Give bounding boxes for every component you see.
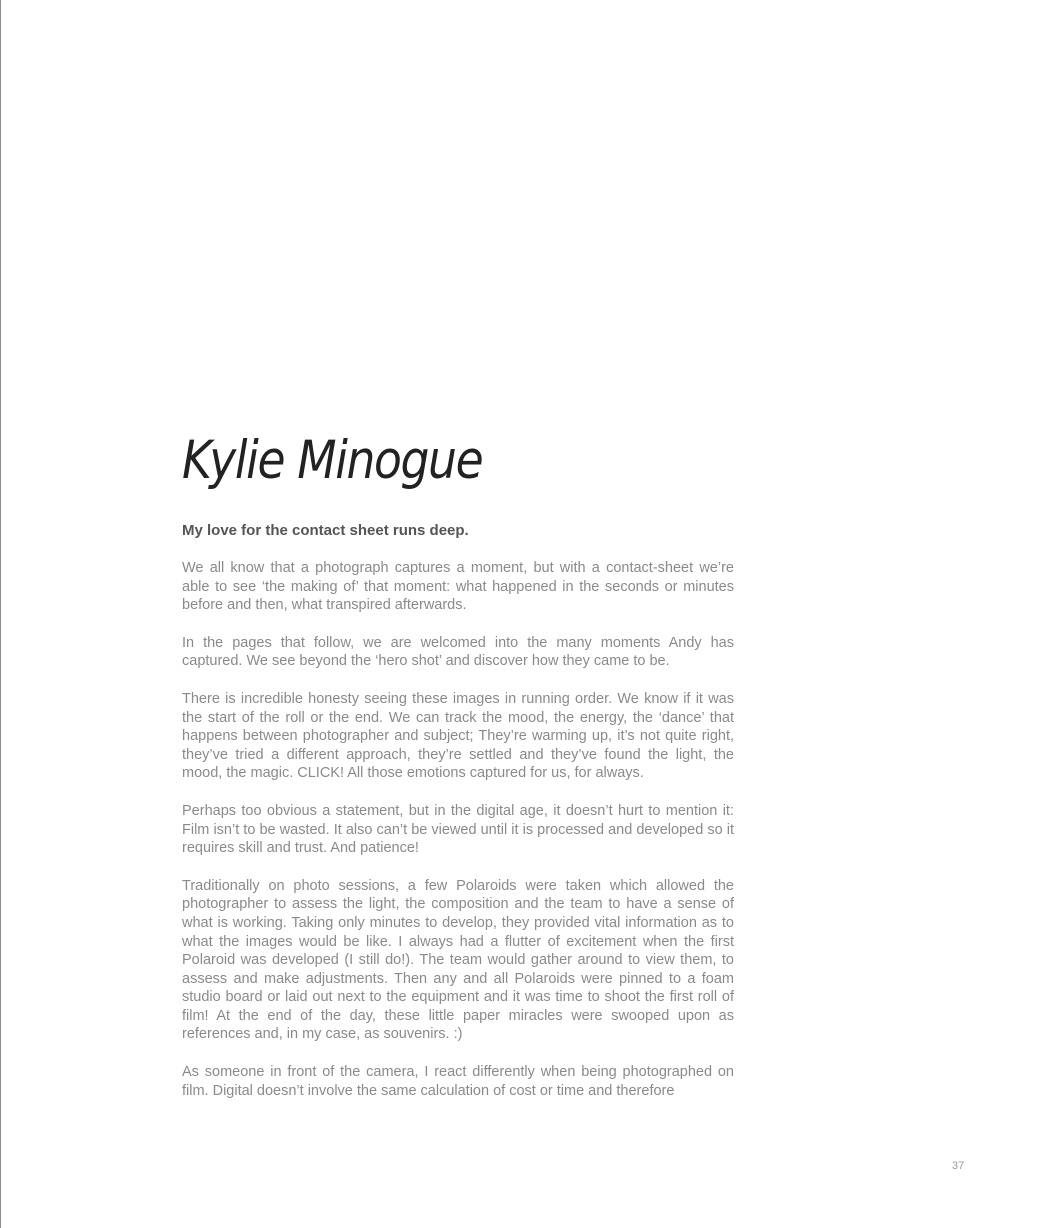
paragraph-6: As someone in front of the camera, I react differently when being photographed on film. Digital doesn’t involve the same calculation of cost or time and therefore: [182, 1064, 734, 1099]
paragraph-5: Traditionally on photo sessions, a few Polaroids were taken which allowed the photographer to assess the light, the composition and the team to have a sense of what is working. Taking only minutes to develop, they provided vital information as to what the images would be like. I always had a flutter of excitement when the first Polaroid was developed (I still do!). The team would gather around to view them, to assess and make adjustments. Then any and all Polaroids were pinned to a foam studio board or laid out next to the equipment and it was time to shoot the first roll of film! At the end of the day, these little paper miracles were swooped upon as references and, in my case, as souvenirs. :): [182, 877, 734, 1043]
paragraph-3: There is incredible honesty seeing these images in running order. We know if it was the start of the roll or the end. We can track the mood, the energy, the ‘dance’ that happens between photographer and subject; They’re warming up, it’s not quite right, they’ve tried a different approach, they’re settled and they’ve found the light, the mood, the magic. CLICK! All those emotions captured for us, for always.: [182, 690, 734, 782]
article-body: [182, 428, 734, 1100]
page-left-edge: [0, 0, 1, 1228]
paragraph-2: In the pages that follow, we are welcomed into the many moments Andy has captured. We see beyond the ‘hero shot’ and discover how they came to be.: [182, 634, 734, 670]
lead-sentence: My love for the contact sheet runs deep.: [182, 522, 469, 539]
paragraph-1: We all know that a photograph captures a moment, but with a contact-sheet we’re able to see ‘the making of’ that moment: what happened in the seconds or minutes before and then, what transpired afterwards.: [182, 560, 734, 614]
paragraph-4: Perhaps too obvious a statement, but in the digital age, it doesn’t hurt to mention it: Film isn’t to be wasted. It also can’t be viewed until it is processed and developed so it requires skill and trust. And patience!: [182, 802, 734, 857]
page-number: 37: [952, 1160, 965, 1172]
page-title: Kylie Minogue: [182, 430, 483, 491]
